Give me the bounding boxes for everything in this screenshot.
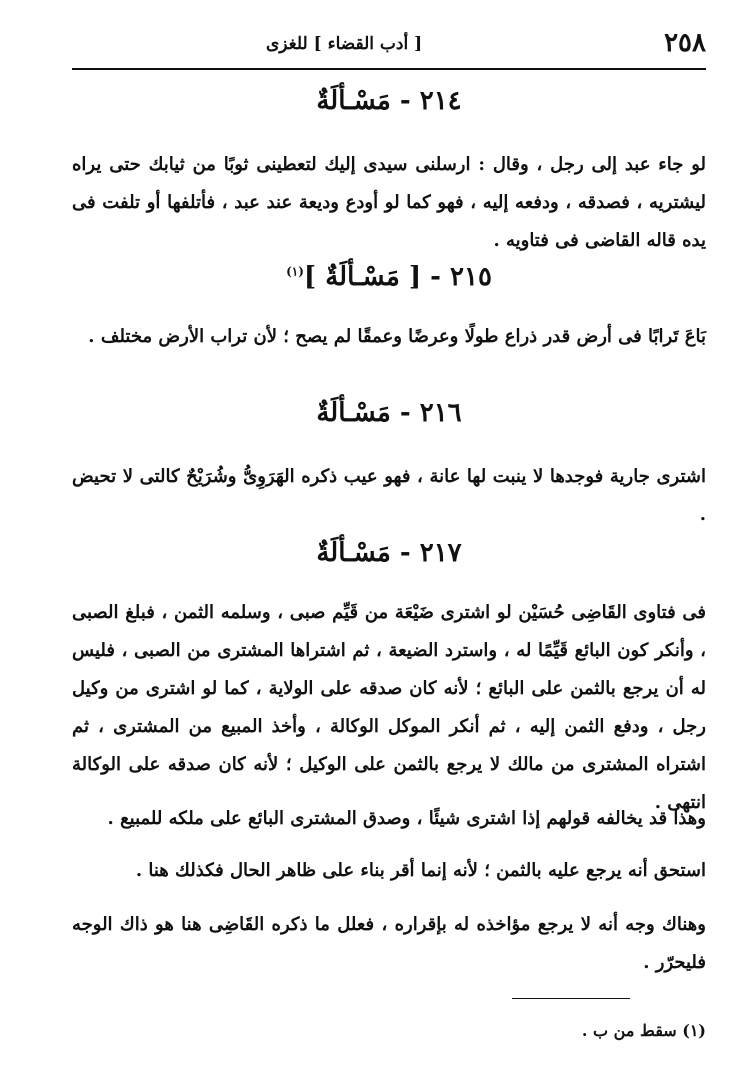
footnote-marker: (١) [286, 264, 304, 279]
page-header [72, 28, 706, 62]
issue-217-text: فى فتاوى القَاضِى حُسَيْن لو اشترى ضَيْعَة من قَيِّم صبى ، وسلمه الثمن ، فبلغ الصبى ، وأنكر كون البائع قَيِّمًا له ، واسترد الضيعة ، ثم اشتراها المشترى من الصبى ، فليس له أن يرجع بالثمن على البائع ؛ لأنه كان صدقه على الولاية ، كما لو اشترى من وكيل رجل ، ودفع الثمن إليه ، ثم أنكر الموكل الوكالة ، وأخذ المبيع من المشترى ، ثم اشتراه المشترى من مالك لا يرجع بالثمن على الوكيل ؛ لأنه كان صدقه على الوكالة انتهى . [72, 602, 706, 813]
footnote-divider [512, 998, 630, 999]
issue-217-note-2: استحق أنه يرجع عليه بالثمن ؛ لأنه إنما أقر بناء على ظاهر الحال فكذلك هنا . [135, 860, 706, 881]
issue-heading-217: ٢١٧ - مَسْـألَةٌ [316, 538, 462, 568]
issue-214-text: لو جاء عبد إلى رجل ، وقال : ارسلنى سيدى إليك لتعطينى ثوبًا من ثيابك حتى يراه ليشتريه ، فصدقه ، ودفعه إليه ، فهو كما لو أودع وديعة عند عبد ، فأتلفها أو تلفت فى يده قاله القاضى فى فتاويه . [72, 154, 707, 251]
issue-216-text: اشترى جارية فوجدها لا ينبت لها عانة ، فهو عيب ذكره الهَرَوِىُّ وشُرَيْحٌ كالتى لا تحيض . [72, 466, 706, 525]
issue-heading-214: ٢١٤ - مَسْـألَةٌ [316, 86, 462, 116]
issue-215-text: بَاعَ تَرابًا فى أرض قدر ذراع طولًا وعرضًا وعمقًا لم يصح ؛ لأن تراب الأرض مختلف . [88, 326, 706, 347]
issue-heading-215: ٢١٥ - [ مَسْـألَةٌ ]$^{(١)}$ [286, 262, 492, 292]
issue-heading-216: ٢١٦ - مَسْـألَةٌ [316, 398, 462, 428]
issue-217-note-1: وهذا قد يخالفه قولهم إذا اشترى شيئًا ، وصدق المشترى البائع على ملكه للمبيع . [107, 808, 706, 829]
header-divider [72, 68, 706, 70]
footnote: (١) سقط من ب . [581, 1021, 706, 1040]
issue-217-note-3: وهناك وجه أنه لا يرجع مؤاخذه له بإقراره ، فعلل ما ذكره القَاضِى هنا هو ذاك الوجه فليحرّر . [72, 914, 706, 973]
running-title: [ أدب القضاء ] للغزى [266, 34, 423, 54]
page-number: ٢٥٨ [664, 28, 706, 58]
